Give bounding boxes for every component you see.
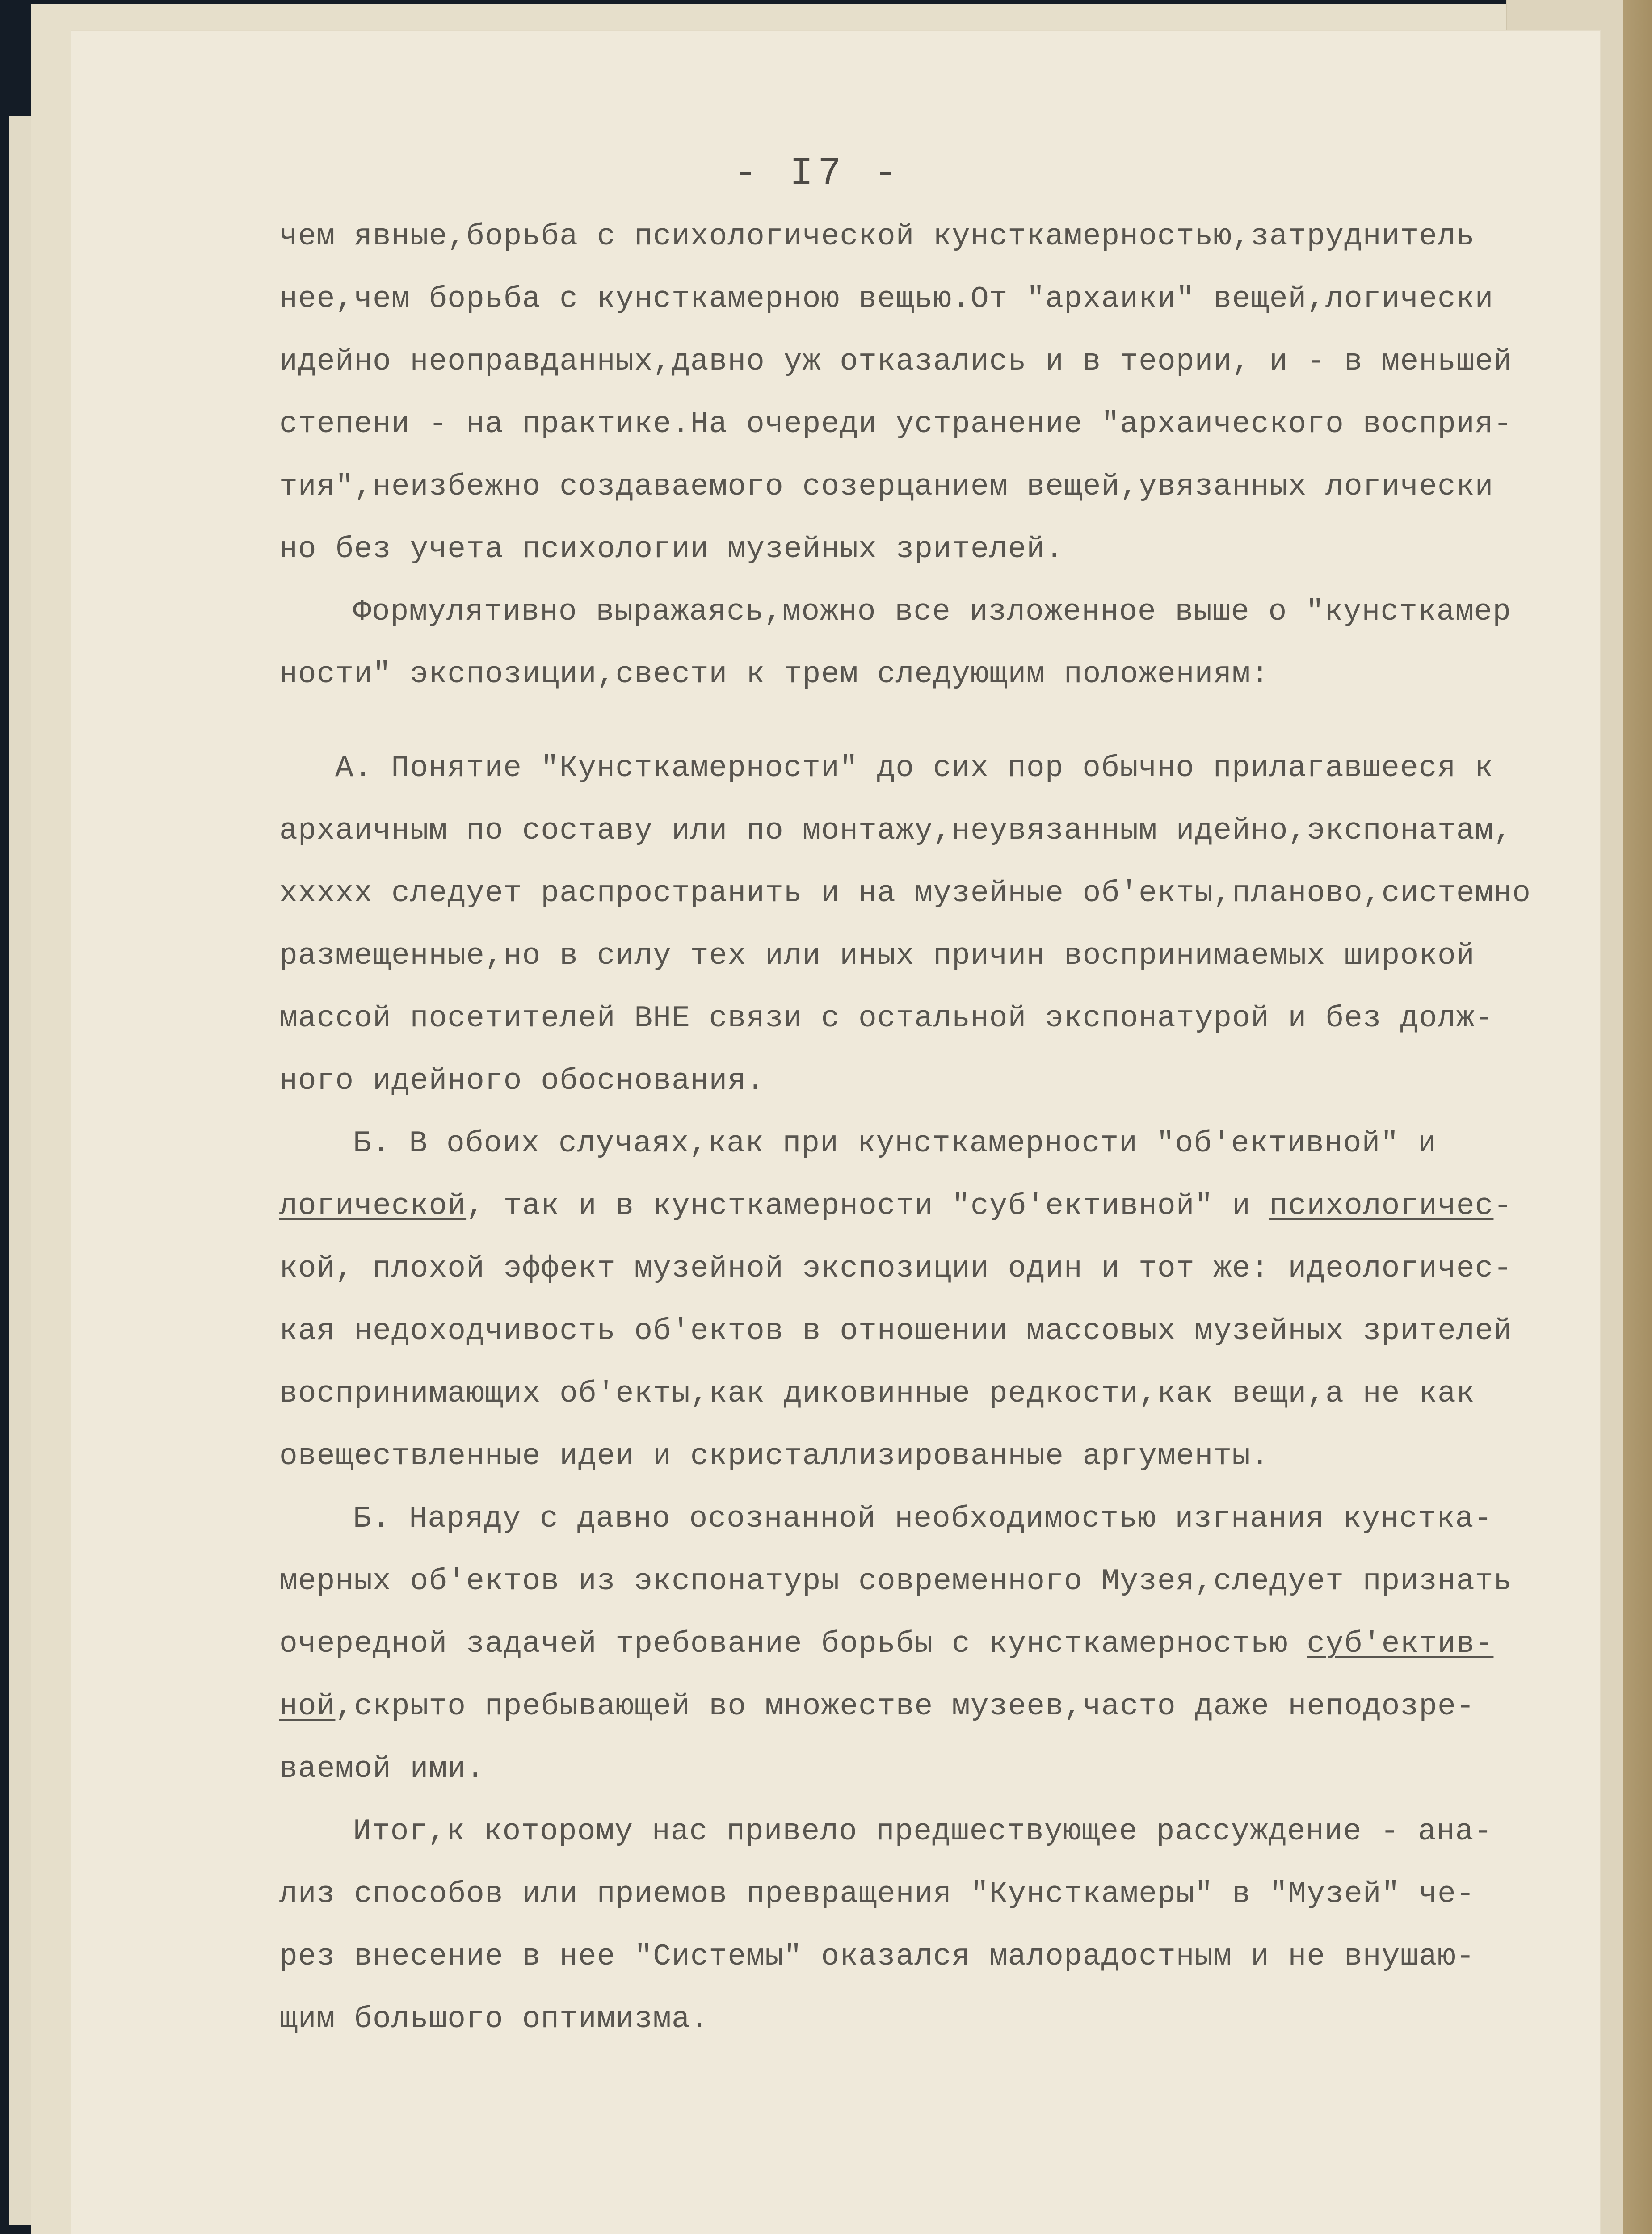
text-segment: - <box>1493 1189 1513 1223</box>
text-line: ности" экспозиции,свести к трем следующим положениям: <box>279 657 1269 692</box>
text-segment: , так и в кунсткамерности "суб'ективной" и <box>466 1189 1269 1223</box>
text-line: мерных об'ектов из экспонатуры современного Музея,следует признать <box>279 1564 1513 1599</box>
text-line: архаичным по составу или по монтажу,неувязанным идейно,экспонатам, <box>279 814 1513 848</box>
text-line: А. Понятие "Кунсткамерности" до сих пор обычно прилагавшееся к <box>335 751 1494 785</box>
text-line: кая недоходчивость об'ектов в отношении массовых музейных зрителей <box>279 1314 1513 1348</box>
text-line: лиз способов или приемов превращения "Кунсткамеры" в "Музей" че- <box>279 1877 1475 1911</box>
text-line: Формулятивно выражаясь,можно все изложенное выше о "кунсткамер <box>353 595 1512 629</box>
underlined-text: психологичес <box>1269 1189 1494 1223</box>
text-line: чем явные,борьба с психологической кунсткамерностью,затруднитель <box>279 219 1475 254</box>
typed-page <box>71 31 1600 2234</box>
underlined-text: суб'ектив- <box>1307 1627 1494 1661</box>
text-line: воспринимающих об'екты,как диковинные редкости,как вещи,а не как <box>279 1377 1475 1411</box>
underlined-text: логической <box>279 1189 467 1223</box>
text-line: Б. Наряду с давно осознанной необходимостью изгнания кунстка- <box>353 1502 1493 1536</box>
text-line <box>279 1184 1512 1229</box>
text-line: овеществленные идеи и скристаллизированные аргументы. <box>279 1439 1269 1474</box>
text-line: размещенные,но в силу тех или иных причин воспринимаемых широкой <box>279 939 1475 973</box>
text-line: Б. В обоих случаях,как при кунсткамерности "об'ективной" и <box>353 1126 1437 1161</box>
text-segment: ,скрыто пребывающей во множестве музеев,часто даже неподозре- <box>335 1689 1475 1724</box>
text-line: ххххх следует распространить и на музейные об'екты,планово,системно <box>279 876 1531 911</box>
text-line: идейно неоправданных,давно уж отказались и в теории, и - в меньшей <box>279 344 1513 379</box>
text-line: степени - на практике.На очереди устранение "архаического восприя- <box>279 407 1513 441</box>
text-line: рез внесение в нее "Системы" оказался малорадостным и не внушаю- <box>279 1940 1475 1974</box>
page-number: - I7 - <box>733 152 902 196</box>
text-line: ваемой ими. <box>279 1752 485 1786</box>
text-segment: очередной задачей требование борьбы с кунсткамерностью <box>279 1627 1307 1661</box>
text-line: тия",неизбежно создаваемого созерцанием вещей,увязанных логически <box>279 470 1494 504</box>
text-line: массой посетителей ВНЕ связи с остальной экспонатурой и без долж- <box>279 1001 1494 1036</box>
text-line: Итог,к которому нас привело предшествующее рассуждение - ана- <box>353 1814 1493 1849</box>
text-line: ного идейного обоснования. <box>279 1064 765 1098</box>
text-line: нее,чем борьба с кунсткамерною вещью.От "архаики" вещей,логически <box>279 282 1494 316</box>
text-line <box>279 1684 1475 1729</box>
text-line: но без учета психологии музейных зрителей. <box>279 532 1064 567</box>
text-line: щим большого оптимизма. <box>279 2002 709 2037</box>
text-line <box>279 1622 1493 1667</box>
text-line: кой, плохой эффект музейной экспозиции один и тот же: идеологичес- <box>279 1251 1513 1286</box>
underlined-text: ной <box>279 1689 336 1724</box>
